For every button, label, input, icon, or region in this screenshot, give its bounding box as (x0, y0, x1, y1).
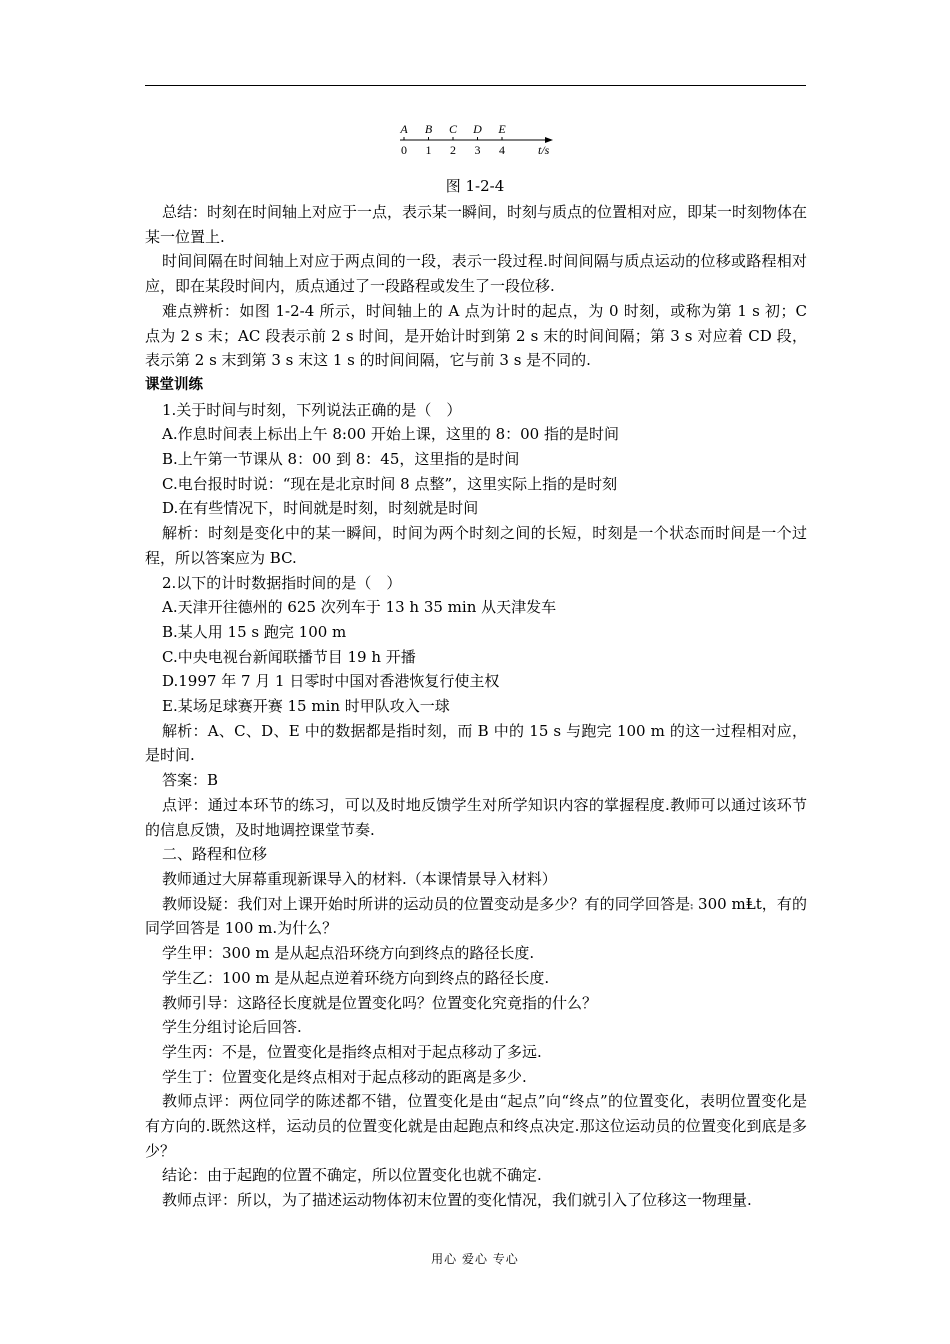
paragraph: 时间间隔在时间轴上对应于两点间的一段，表示一段过程.时间间隔与质点运动的位移或路程相对应，即在某段时间内，质点通过了一段路程或发生了一段位移. (145, 252, 807, 296)
paragraph: 解析：A、C、D、E 中的数据都是指时刻，而 B 中的 15 s 与跑完 100 m 的这一过程相对应，是时间. (145, 721, 807, 765)
tick-label: 1 (425, 143, 432, 157)
paragraph: A.天津开往德州的 625 次列车于 13 h 35 min 从天津发车 (162, 598, 557, 617)
paragraph: 答案：B (162, 771, 219, 790)
paragraph: 教师通过大屏幕重现新课导入的材料.（本课情景导入材料） (162, 869, 557, 888)
document-body (145, 200, 807, 1213)
paragraph: 结论：由于起跑的位置不确定，所以位置变化也就不确定. (162, 1166, 542, 1185)
paragraph: 难点辨析：如图 1-2-4 所示，时间轴上的 A 点为计时的起点，为 0 时刻，或称为第 1 s 初；C 点为 2 s 末；AC 段表示前 2 s 时间，是开始计时到第 2 s 末的时间间隔；第 3 s 对应着 CD 段，表示第 2 s 末到第 3 s 末这 1 s 的时间间隔，它与前 3 s 是不同的. (145, 301, 807, 370)
page-footer: 用心 爱心 专心 (431, 1252, 519, 1266)
paragraph: D.1997 年 7 月 1 日零时中国对香港恢复行使主权 (162, 672, 500, 691)
figure-caption: 图 1-2-4 (445, 177, 505, 195)
time-axis-figure (395, 118, 560, 160)
paragraph: 教师引导：这路径长度就是位置变化吗？位置变化究竟指的什么？ (162, 993, 598, 1012)
paragraph: 总结：时刻在时间轴上对应于一点，表示某一瞬间，时刻与质点的位置相对应，即某一时刻物体在某一位置上. (145, 203, 808, 246)
paragraph: A.作息时间表上标出上午 8:00 开始上课，这里的 8：00 指的是时间 (162, 425, 619, 444)
paragraph: 教师点评：所以，为了描述运动物体初末位置的变化情况，我们就引入了位移这一物理量. (162, 1191, 752, 1210)
section-heading: 课堂训练 (145, 376, 203, 393)
point-label: A (400, 122, 408, 136)
paragraph: 2.以下的计时数据指时间的是（ ） (162, 573, 402, 592)
paragraph: B.某人用 15 s 跑完 100 m (162, 622, 347, 641)
paragraph: 解析：时刻是变化中的某一瞬间，时间为两个时刻之间的长短，时刻是一个状态而时间是一个过程，所以答案应为 BC. (145, 524, 807, 567)
tick-label: 3 (474, 143, 481, 157)
paragraph: 点评：通过本环节的练习，可以及时地反馈学生对所学知识内容的掌握程度.教师可以通过该环节的信息反馈，及时地调控课堂节奏. (145, 795, 807, 839)
axis-label: t/s (538, 143, 550, 157)
point-label: B (424, 122, 433, 136)
point-label: D (473, 122, 482, 136)
paragraph: 1.关于时间与时刻，下列说法正确的是（ ） (162, 400, 462, 419)
paragraph: C.中央电视台新闻联播节目 19 h 开播 (162, 647, 416, 666)
header-rule (145, 85, 806, 86)
paragraph: 教师点评：两位同学的陈述都不错，位置变化是由“起点”向“终点”的位置变化，表明位置变化是有方向的.既然这样，运动员的位置变化就是由起跑点和终点决定.那这位运动员的位置变化到底是多少？ (145, 1092, 807, 1160)
paragraph: C.电台报时时说：“现在是北京时间 8 点整”，这里实际上指的是时刻 (162, 474, 618, 493)
tick-label: 4 (499, 143, 505, 157)
point-label: C (448, 122, 458, 136)
paragraph: 二、路程和位移 (162, 845, 268, 864)
tick-label: 0 (401, 143, 407, 157)
paragraph: 教师设疑：我们对上课开始时所讲的运动员的位置变动是多少？有的同学回答是⨾ 300 mⱠt，有的同学回答是 100 m.为什么？ (145, 894, 807, 938)
point-label: E (498, 122, 506, 136)
paragraph: E.某场足球赛开赛 15 min 时甲队攻入一球 (162, 697, 450, 716)
paragraph: 学生乙：100 m 是从起点逆着环绕方向到终点的路径长度. (162, 968, 550, 987)
paragraph: 学生丙：不是，位置变化是指终点相对于起点移动了多远. (162, 1042, 542, 1061)
paragraph: 学生分组讨论后回答. (162, 1018, 302, 1037)
paragraph: 学生甲：300 m 是从起点沿环绕方向到终点的路径长度. (162, 944, 535, 963)
tick-label: 2 (450, 143, 456, 157)
paragraph: D.在有些情况下，时间就是时刻，时刻就是时间 (162, 499, 479, 518)
paragraph: 学生丁：位置变化是终点相对于起点移动的距离是多少. (162, 1067, 527, 1086)
paragraph: B.上午第一节课从 8：00 到 8：45，这里指的是时间 (162, 450, 520, 469)
